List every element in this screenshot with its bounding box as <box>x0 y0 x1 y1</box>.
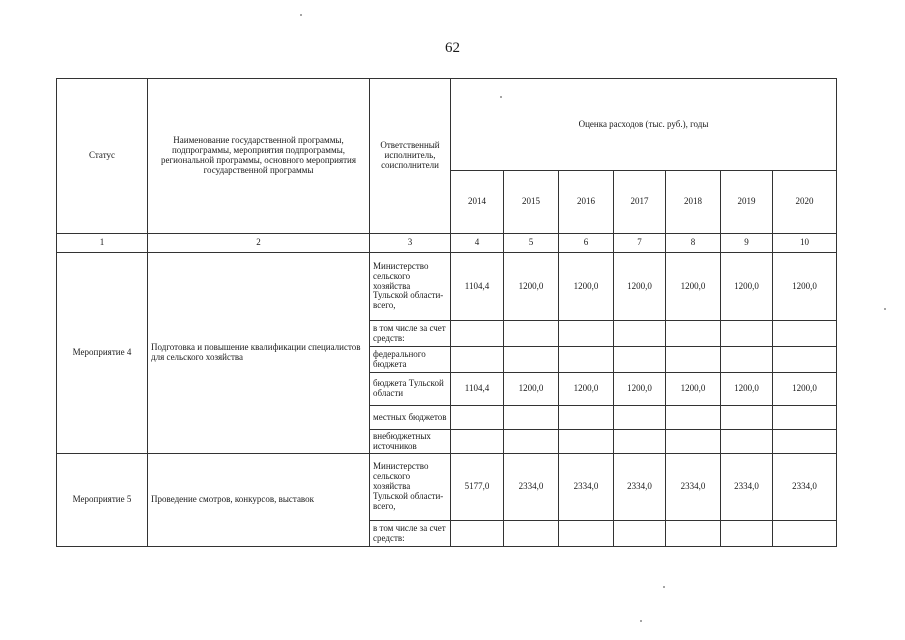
value-cell: 1200,0 <box>721 373 773 406</box>
funding-source-cell: местных бюджетов <box>370 406 451 430</box>
value-cell <box>614 430 666 454</box>
column-numbers-row <box>57 234 837 253</box>
value-cell: 1200,0 <box>559 253 614 321</box>
status-cell: Мероприятие 5 <box>57 454 148 547</box>
value-cell <box>504 430 559 454</box>
value-cell <box>451 321 504 347</box>
value-cell <box>614 521 666 547</box>
value-cell <box>504 321 559 347</box>
column-number: 8 <box>666 234 721 253</box>
value-cell <box>451 347 504 373</box>
value-cell <box>504 347 559 373</box>
table-row <box>57 253 837 321</box>
scan-speck <box>640 620 642 622</box>
scan-speck <box>663 586 665 588</box>
year-cell: 2017 <box>614 171 666 234</box>
year-cell: 2014 <box>451 171 504 234</box>
value-cell: 1200,0 <box>504 253 559 321</box>
header-name: Наименование государственной программы, подпрограммы, мероприятия подпрограммы, региональной программы, основного мероприятия государственной программы <box>148 79 370 234</box>
value-cell <box>451 430 504 454</box>
column-number: 5 <box>504 234 559 253</box>
value-cell: 2334,0 <box>614 454 666 521</box>
value-cell <box>773 347 837 373</box>
value-cell <box>504 406 559 430</box>
value-cell: 2334,0 <box>504 454 559 521</box>
value-cell: 2334,0 <box>773 454 837 521</box>
page-number: 62 <box>445 40 460 56</box>
budget-table <box>56 78 837 547</box>
value-cell: 1200,0 <box>721 253 773 321</box>
column-number: 3 <box>370 234 451 253</box>
funding-source-cell: бюджета Тульской области <box>370 373 451 406</box>
header-responsible: Ответственный исполнитель, соисполнители <box>370 79 451 234</box>
table-row <box>57 454 837 521</box>
value-cell <box>614 321 666 347</box>
value-cell: 1200,0 <box>773 373 837 406</box>
value-cell <box>666 347 721 373</box>
value-cell <box>773 321 837 347</box>
value-cell: 2334,0 <box>666 454 721 521</box>
value-cell <box>666 406 721 430</box>
header-status: Статус <box>57 79 148 234</box>
funding-source-cell: внебюджетных источников <box>370 430 451 454</box>
value-cell <box>773 406 837 430</box>
value-cell <box>559 347 614 373</box>
value-cell <box>721 406 773 430</box>
value-cell: 1104,4 <box>451 253 504 321</box>
value-cell <box>721 521 773 547</box>
value-cell <box>721 347 773 373</box>
year-cell: 2019 <box>721 171 773 234</box>
scan-speck <box>300 14 302 16</box>
column-number: 6 <box>559 234 614 253</box>
scan-speck <box>500 96 502 98</box>
value-cell <box>614 347 666 373</box>
value-cell <box>773 521 837 547</box>
status-cell: Мероприятие 4 <box>57 253 148 454</box>
scan-speck <box>884 308 886 310</box>
value-cell <box>721 430 773 454</box>
year-cell: 2020 <box>773 171 837 234</box>
value-cell <box>504 521 559 547</box>
value-cell <box>666 521 721 547</box>
year-cell: 2015 <box>504 171 559 234</box>
value-cell: 1200,0 <box>559 373 614 406</box>
column-number: 7 <box>614 234 666 253</box>
value-cell <box>666 321 721 347</box>
column-number: 2 <box>148 234 370 253</box>
value-cell: 2334,0 <box>721 454 773 521</box>
column-number: 1 <box>57 234 148 253</box>
column-number: 4 <box>451 234 504 253</box>
value-cell <box>559 521 614 547</box>
measure-name-cell: Проведение смотров, конкурсов, выставок <box>148 454 370 547</box>
value-cell <box>559 321 614 347</box>
value-cell <box>559 430 614 454</box>
value-cell <box>721 321 773 347</box>
value-cell: 1200,0 <box>614 373 666 406</box>
value-cell <box>559 406 614 430</box>
funding-source-cell: в том числе за счет средств: <box>370 521 451 547</box>
value-cell <box>451 521 504 547</box>
value-cell: 1200,0 <box>666 253 721 321</box>
year-cell: 2016 <box>559 171 614 234</box>
header-row <box>57 79 837 171</box>
value-cell <box>773 430 837 454</box>
value-cell: 1104,4 <box>451 373 504 406</box>
year-cell: 2018 <box>666 171 721 234</box>
value-cell: 1200,0 <box>614 253 666 321</box>
funding-source-cell: в том числе за счет средств: <box>370 321 451 347</box>
value-cell <box>614 406 666 430</box>
value-cell: 1200,0 <box>504 373 559 406</box>
header-expenses: Оценка расходов (тыс. руб.), годы <box>451 79 837 171</box>
value-cell: 5177,0 <box>451 454 504 521</box>
column-number: 9 <box>721 234 773 253</box>
measure-name-cell: Подготовка и повышение квалификации специалистов для сельского хозяйства <box>148 253 370 454</box>
funding-source-cell: Министерство сельского хозяйства Тульской области- всего, <box>370 454 451 521</box>
funding-source-cell: Министерство сельского хозяйства Тульской области- всего, <box>370 253 451 321</box>
column-number: 10 <box>773 234 837 253</box>
value-cell: 2334,0 <box>559 454 614 521</box>
value-cell <box>666 430 721 454</box>
value-cell <box>451 406 504 430</box>
value-cell: 1200,0 <box>773 253 837 321</box>
value-cell: 1200,0 <box>666 373 721 406</box>
budget-table-body <box>57 79 837 547</box>
funding-source-cell: федерального бюджета <box>370 347 451 373</box>
